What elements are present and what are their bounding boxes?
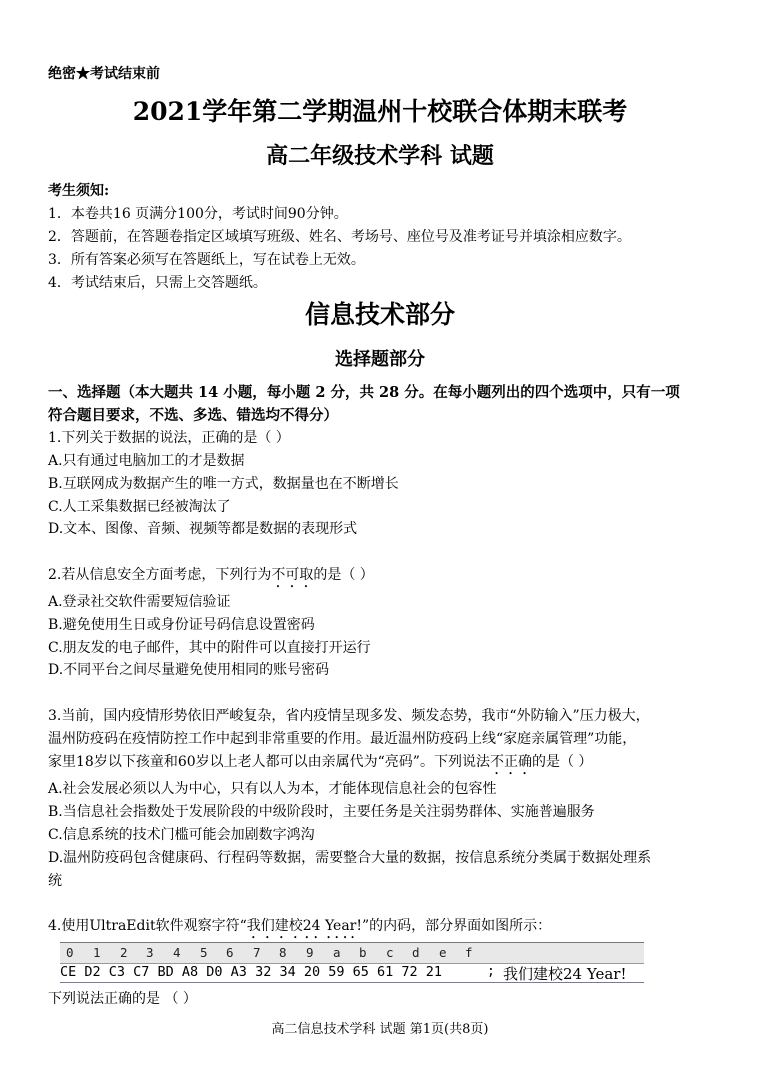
hex-col-label: 6 [226,945,234,960]
hex-text-preview: 我们建校24 Year! [503,965,627,983]
q3-option-d-continued: 统 [48,873,62,889]
q2-option-a: A.登录社交软件需要短信验证 [48,594,231,610]
q1-stem: 1.下列关于数据的说法，正确的是（ ） [48,430,290,446]
hex-separator: ; [487,964,495,979]
q2-stem-b: 的是（ ） [313,567,374,583]
hex-bytes: CE D2 C3 C7 BD A8 D0 A3 32 34 20 59 65 61 72 21 [60,964,443,980]
q4-stem-emphasis: “我们建校24 Year!” [239,918,370,934]
hex-offset-header [60,942,644,964]
exam-title: 2021学年第二学期温州十校联合体期末联考 [132,97,628,126]
hex-col-label: 3 [146,945,154,960]
notice-item: 1．本卷共16 页满分100分，考试时间90分钟。 [48,206,348,222]
ultraedit-hex-view [60,942,644,982]
q2-option-c: C.朋友发的电子邮件，其中的附件可以直接打开运行 [48,640,371,656]
q2-stem-a: 2.若从信息安全方面考虑，下列行为 [48,567,272,583]
hex-col-label: 7 [253,945,261,960]
q3-stem-emphasis: 不正确 [489,754,532,770]
q3-option-c: C.信息系统的技术门槛可能会加剧数字鸿沟 [48,827,315,843]
q2-stem-emphasis: 不可取 [271,567,314,583]
hex-col-label: b [359,945,367,960]
hex-col-label: 0 [66,945,74,960]
q3-line-3 [48,751,592,778]
q4-follow-up: 下列说法正确的是 （ ） [48,991,197,1007]
part-title: 选择题部分 [335,349,425,370]
hex-col-label: f [465,945,473,960]
hex-col-label: e [439,945,447,960]
notice-item: 3．所有答案必须写在答题纸上，写在试卷上无效。 [48,252,365,268]
page-footer: 高二信息技术学科 试题 第1页(共8页) [271,1022,489,1037]
q2-option-d: D.不同平台之间尽量避免使用相同的账号密码 [48,662,330,678]
hex-col-label: 8 [279,945,287,960]
hex-col-label: c [386,945,394,960]
notice-item: 2．答题前，在答题卷指定区域填写班级、姓名、考场号、座位号及准考证号并填涂相应数字。 [48,229,631,245]
secret-label: 绝密★考试结束前 [48,66,160,82]
q2-stem [48,564,374,591]
q1-option-b: B.互联网成为数据产生的唯一方式，数据量也在不断增长 [48,476,399,492]
hex-col-label: 5 [200,945,208,960]
q3-option-d: D.温州防疫码包含健康码、行程码等数据，需要整合大量的数据，按信息系统分类属于数据处理系 [48,850,652,866]
hex-col-label: 1 [93,945,101,960]
q1-option-c: C.人工采集数据已经被淘汰了 [48,499,231,515]
q3-line-3-b: 的是（ ） [531,754,593,770]
exam-subtitle: 高二年级技术学科 试题 [266,143,494,169]
hex-col-label: d [412,945,420,960]
notice-item: 4．考试结束后，只需上交答题纸。 [48,275,267,291]
q1-option-a: A.只有通过电脑加工的才是数据 [48,453,245,469]
notice-title: 考生须知: [48,183,110,199]
hex-col-label: a [333,945,341,960]
q3-line-1: 3.当前，国内疫情形势依旧严峻复杂，省内疫情呈现多发、频发态势，我市“外防输入”压力极大， [48,708,650,724]
q4-stem-a: 4.使用UltraEdit软件观察字符 [48,918,240,934]
hex-data-row [60,963,644,983]
instructions-line: 符合题目要求，不选、多选、错选均不得分） [48,407,338,424]
q3-line-2: 温州防疫码在疫情防控工作中起到非常重要的作用。最近温州防疫码上线“家庭亲属管理”功能， [48,731,637,747]
hex-col-label: 4 [173,945,181,960]
instructions-line: 一、选择题（本大题共 14 小题，每小题 2 分，共 28 分。在每小题列出的四个选项中，只有一项 [48,384,680,401]
q2-option-b: B.避免使用生日或身份证号码信息设置密码 [48,617,315,633]
hex-col-label: 2 [120,945,128,960]
q1-option-d: D.文本、图像、音频、视频等都是数据的表现形式 [48,521,358,537]
q4-stem-b: 的内码，部分界面如图所示： [369,918,552,934]
section-title: 信息技术部分 [304,300,455,329]
q3-option-b: B.当信息社会指数处于发展阶段的中级阶段时，主要任务是关注弱势群体、实施普遍服务 [48,804,595,820]
q3-option-a: A.社会发展必须以人为中心，只有以人为本，才能体现信息社会的包容性 [48,781,497,797]
q4-stem [48,915,551,942]
hex-col-label: 9 [306,945,314,960]
q3-line-3-a: 家里18岁以下孩童和60岁以上老人都可以由亲属代为“亮码”。下列说法 [48,754,490,770]
